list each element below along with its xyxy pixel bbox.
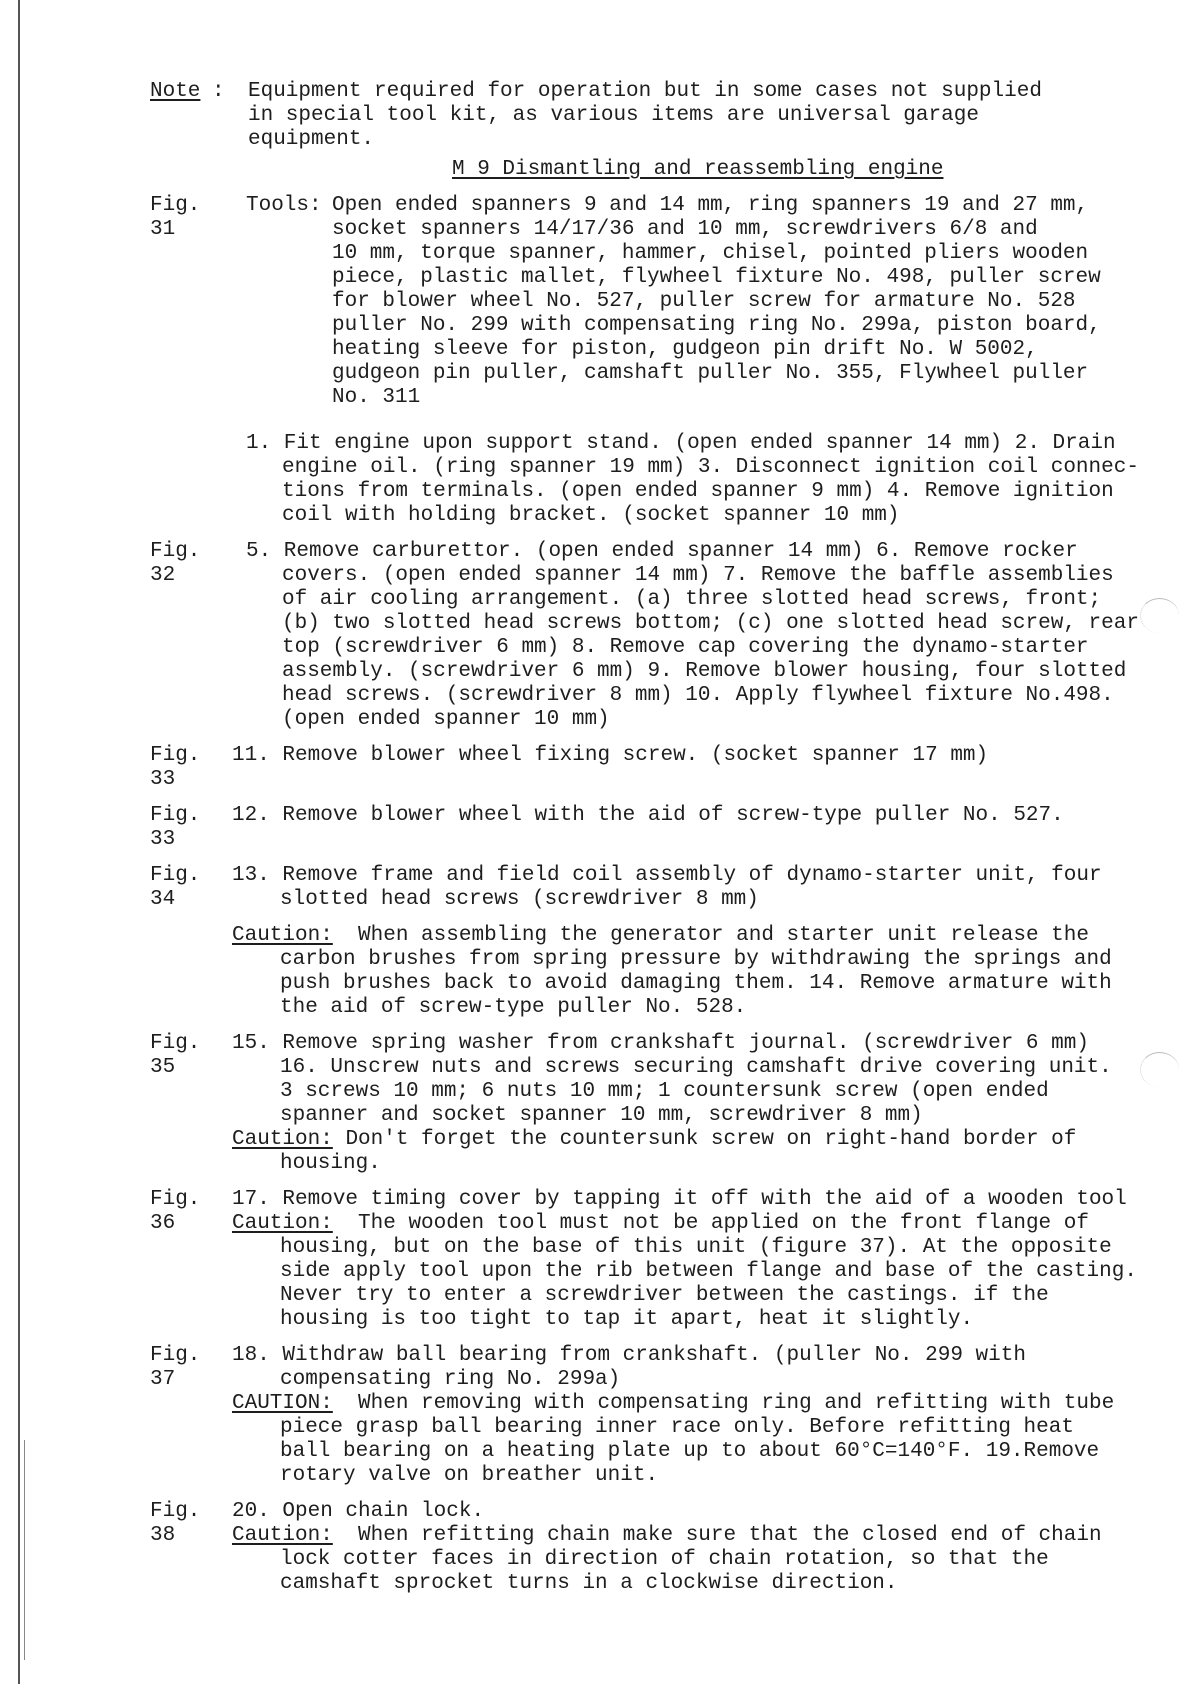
note-text xyxy=(248,80,1042,152)
text-line: coil with holding bracket. (socket spanner 10 mm) xyxy=(282,504,900,527)
text-line: spanner and socket spanner 10 mm, screwdriver 8 mm) xyxy=(280,1104,923,1127)
step-11-text xyxy=(232,744,988,768)
text-line: assembly. (screwdriver 6 mm) 9. Remove blower housing, four slotted xyxy=(282,660,1127,683)
step-17-text xyxy=(232,1188,1137,1332)
text-line: camshaft sprocket turns in a clockwise direction. xyxy=(280,1572,898,1595)
text-line: piece, plastic mallet, flywheel fixture No. 498, puller screw xyxy=(332,266,1101,289)
text-line: 20. Open chain lock. xyxy=(232,1500,485,1523)
figure-ref-32: Fig. 32 xyxy=(150,540,201,587)
step-20-text xyxy=(232,1500,1102,1596)
tools-list xyxy=(332,194,1101,410)
figure-ref-33: Fig. 33 xyxy=(150,744,201,791)
text-line: When assembling the generator and starter unit release the xyxy=(358,924,1089,947)
note-colon: : xyxy=(212,80,225,103)
text-line: tions from terminals. (open ended spanner 9 mm) 4. Remove ignition xyxy=(282,480,1114,503)
figure-ref-35: Fig. 35 xyxy=(150,1032,201,1079)
caution-label: Caution: xyxy=(232,924,333,947)
text-line: Never try to enter a screwdriver between the castings. if the xyxy=(280,1284,1049,1307)
figure-ref-36: Fig. 36 xyxy=(150,1188,201,1235)
text-line: 3 screws 10 mm; 6 nuts 10 mm; 1 countersunk screw (open ended xyxy=(280,1080,1049,1103)
text-line: 10 mm, torque spanner, hammer, chisel, pointed pliers wooden xyxy=(332,242,1089,265)
text-line: head screws. (screwdriver 8 mm) 10. Apply flywheel fixture No.498. xyxy=(282,684,1114,707)
text-line: compensating ring No. 299a) xyxy=(280,1368,621,1391)
text-line: The wooden tool must not be applied on the front flange of xyxy=(358,1212,1089,1235)
figure-ref-37: Fig. 37 xyxy=(150,1344,201,1391)
text-line: When removing with compensating ring and refitting with tube xyxy=(358,1392,1115,1415)
text-line: lock cotter faces in direction of chain rotation, so that the xyxy=(280,1548,1049,1571)
text-line: No. 311 xyxy=(332,386,421,409)
text-line: ball bearing on a heating plate up to about 60°C=140°F. 19.Remove xyxy=(280,1440,1100,1463)
text-line: (open ended spanner 10 mm) xyxy=(282,708,610,731)
note-label: Note xyxy=(150,80,201,103)
text-line: rotary valve on breather unit. xyxy=(280,1464,659,1487)
section-heading: M 9 Dismantling and reassembling engine xyxy=(452,158,944,181)
text-line: engine oil. (ring spanner 19 mm) 3. Disconnect ignition coil connec- xyxy=(282,456,1139,479)
step-1-4-text xyxy=(246,432,1139,528)
text-line: Don't forget the countersunk screw on right-hand border of xyxy=(345,1128,1077,1151)
text-line: (b) two slotted head screws bottom; (c) one slotted head screw, rear xyxy=(282,612,1139,635)
text-line: 11. Remove blower wheel fixing screw. (socket spanner 17 mm) xyxy=(232,744,989,767)
text-line: carbon brushes from spring pressure by withdrawing the springs and xyxy=(280,948,1112,971)
figure-ref-31: Fig. 31 xyxy=(150,194,201,241)
text-line: 15. Remove spring washer from crankshaft journal. (screwdriver 6 mm) xyxy=(232,1032,1089,1055)
text-line: 13. Remove frame and field coil assembly of dynamo-starter unit, four xyxy=(232,864,1102,887)
caution-label: Caution: xyxy=(232,1524,333,1547)
text-line: housing. xyxy=(280,1152,381,1175)
text-line: of air cooling arrangement. (a) three slotted head screws, front; xyxy=(282,588,1102,611)
text-line: puller No. 299 with compensating ring No. 299a, piston board, xyxy=(332,314,1101,337)
text-line: 5. Remove carburettor. (open ended spanner 14 mm) 6. Remove rocker xyxy=(246,540,1078,563)
text-line: for blower wheel No. 527, puller screw for armature No. 528 xyxy=(332,290,1076,313)
caution-label: CAUTION: xyxy=(232,1392,333,1415)
figure-ref-34: Fig. 34 xyxy=(150,864,201,911)
text-line: the aid of screw-type puller No. 528. xyxy=(280,996,747,1019)
text-line: equipment. xyxy=(248,128,375,151)
text-line: When refitting chain make sure that the closed end of chain xyxy=(358,1524,1102,1547)
text-line: covers. (open ended spanner 14 mm) 7. Remove the baffle assemblies xyxy=(282,564,1114,587)
text-line: 16. Unscrew nuts and screws securing camshaft drive covering unit. xyxy=(280,1056,1112,1079)
step-5-10-text xyxy=(246,540,1139,732)
text-line: piece grasp ball bearing inner race only. Before refitting heat xyxy=(280,1416,1074,1439)
step-13-text xyxy=(232,864,1102,912)
text-line: 17. Remove timing cover by tapping it off with the aid of a wooden tool xyxy=(232,1188,1127,1211)
text-line: heating sleeve for piston, gudgeon pin drift No. W 5002, xyxy=(332,338,1038,361)
caution-step-13 xyxy=(232,924,1112,1020)
text-line: Equipment required for operation but in some cases not supplied xyxy=(248,80,1042,103)
step-15-16-text xyxy=(232,1032,1112,1176)
text-line: top (screwdriver 6 mm) 8. Remove cap covering the dynamo-starter xyxy=(282,636,1089,659)
text-line: Open ended spanners 9 and 14 mm, ring spanners 19 and 27 mm, xyxy=(332,194,1089,217)
step-18-19-text xyxy=(232,1344,1114,1488)
figure-ref-33: Fig. 33 xyxy=(150,804,201,851)
text-line: 12. Remove blower wheel with the aid of screw-type puller No. 527. xyxy=(232,804,1064,827)
caution-label: Caution: xyxy=(232,1212,333,1235)
text-line: gudgeon pin puller, camshaft puller No. 355, Flywheel puller xyxy=(332,362,1089,385)
text-line: housing is too tight to tap it apart, heat it slightly. xyxy=(280,1308,974,1331)
text-line: push brushes back to avoid damaging them. 14. Remove armature with xyxy=(280,972,1112,995)
text-line: slotted head screws (screwdriver 8 mm) xyxy=(280,888,759,911)
caution-label: Caution: xyxy=(232,1128,333,1151)
step-12-text xyxy=(232,804,1064,828)
text-line: in special tool kit, as various items are universal garage xyxy=(248,104,979,127)
tools-label: Tools: xyxy=(246,194,322,217)
text-line: 18. Withdraw ball bearing from crankshaft. (puller No. 299 with xyxy=(232,1344,1026,1367)
text-line: 1. Fit engine upon support stand. (open ended spanner 14 mm) 2. Drain xyxy=(246,432,1116,455)
figure-ref-38: Fig. 38 xyxy=(150,1500,201,1547)
text-line: housing, but on the base of this unit (figure 37). At the opposite xyxy=(280,1236,1112,1259)
text-line: side apply tool upon the rib between flange and base of the casting. xyxy=(280,1260,1137,1283)
text-line: socket spanners 14/17/36 and 10 mm, screwdrivers 6/8 and xyxy=(332,218,1038,241)
